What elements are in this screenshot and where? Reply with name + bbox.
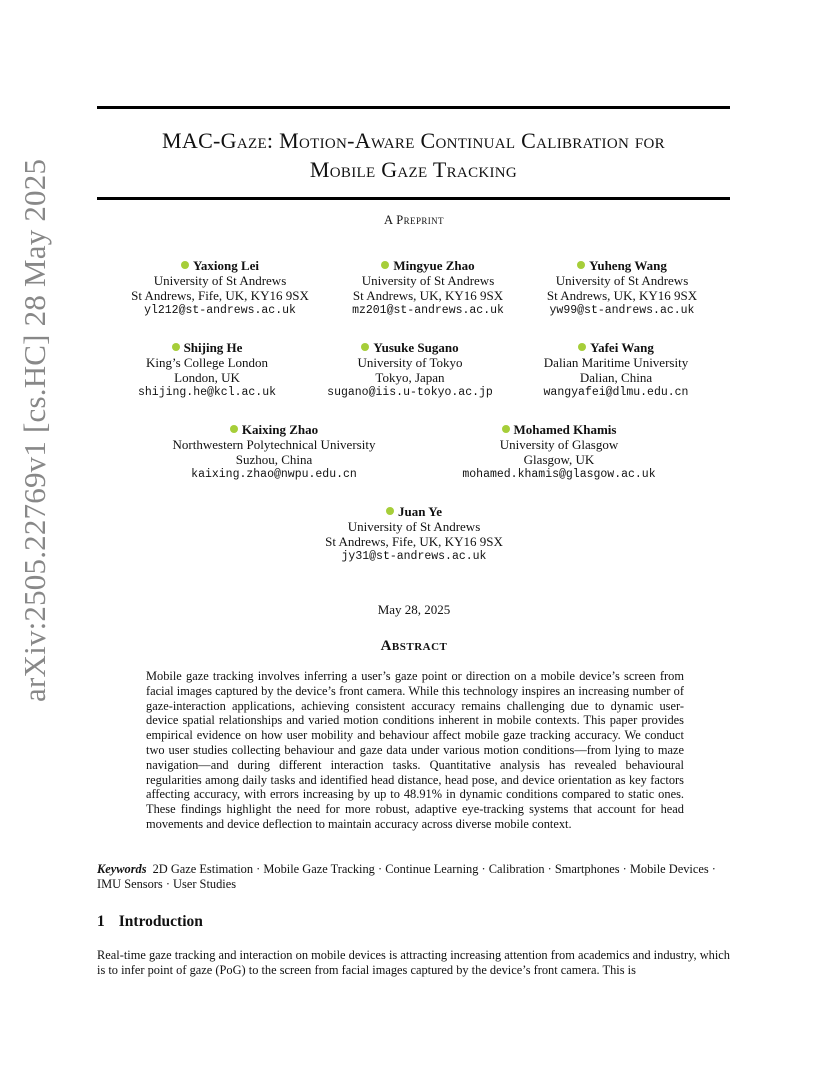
orcid-icon[interactable] bbox=[172, 343, 180, 351]
author-affiliation: Dalian Maritime University bbox=[543, 355, 689, 370]
author-name: Juan Ye bbox=[264, 504, 564, 519]
author-address: Glasgow, UK bbox=[523, 452, 595, 467]
abstract-text: Mobile gaze tracking involves inferring a user’s gaze point or direction on a mobile device’s screen from facial images captured by the device’s front camera. While this technology inspires an increasing number of gaze-interaction applications, achieving consistent accuracy remains challenging due to dynamic user-device spatial relationships and varied motion conditions inherent in mobile contexts. This paper provides empirical evidence on how user mobility and behaviour affect mobile gaze tracking accuracy. We conduct two user studies collecting behaviour and gaze data under various motion conditions—from lying to maze navigation—and during different interaction tasks. Quantitative analysis has revealed behavioural regularities among daily tasks and identified head distance, head pose, and device orientation as key factors affecting accuracy, with errors increasing by up to 48.91% in dynamic conditions compared to static ones. These findings highlight the need for more robust, adaptive eye-tracking systems that account for head movements and device deflection to maintain accuracy across diverse mobile context. bbox=[146, 669, 684, 831]
author-address: Tokyo, Japan bbox=[375, 370, 445, 385]
author-block bbox=[100, 258, 340, 318]
preprint-label: A Preprint bbox=[384, 213, 444, 227]
author-affiliation: University of Glasgow bbox=[499, 437, 619, 452]
author-name: Yuheng Wang bbox=[502, 258, 742, 273]
author-name: Yusuke Sugano bbox=[290, 340, 530, 355]
author-name: Mohamed Khamis bbox=[409, 422, 709, 437]
author-email[interactable]: yw99@st-andrews.ac.uk bbox=[549, 304, 695, 317]
author-affiliation: Northwestern Polytechnical University bbox=[172, 437, 376, 452]
author-address: Dalian, China bbox=[579, 370, 653, 385]
introduction-text: Real-time gaze tracking and interaction on mobile devices is attracting increasing attention from academics and industry, which is to infer point of gaze (PoG) to the screen from facial images captured by the device’s front camera. This is bbox=[97, 948, 730, 977]
publication-date: May 28, 2025 bbox=[377, 602, 451, 617]
author-name: Yafei Wang bbox=[496, 340, 736, 355]
author-email[interactable]: kaixing.zhao@nwpu.edu.cn bbox=[191, 468, 357, 481]
author-name: Mingyue Zhao bbox=[308, 258, 548, 273]
author-affiliation: University of St Andrews bbox=[555, 273, 689, 288]
author-affiliation: University of St Andrews bbox=[361, 273, 495, 288]
paper-title-line-1: MAC-Gaze: Motion-Aware Continual Calibration for bbox=[162, 128, 665, 153]
orcid-icon[interactable] bbox=[230, 425, 238, 433]
author-email[interactable]: yl212@st-andrews.ac.uk bbox=[144, 304, 296, 317]
section-heading bbox=[97, 913, 203, 931]
author-block bbox=[409, 422, 709, 482]
author-address: St Andrews, Fife, UK, KY16 9SX bbox=[325, 534, 503, 549]
orcid-icon[interactable] bbox=[361, 343, 369, 351]
paper-title-line-2: Mobile Gaze Tracking bbox=[309, 157, 518, 182]
abstract-heading: Abstract bbox=[380, 638, 448, 654]
orcid-icon[interactable] bbox=[578, 343, 586, 351]
author-affiliation: King’s College London bbox=[145, 355, 269, 370]
author-block bbox=[502, 258, 742, 318]
section-title: Introduction bbox=[118, 913, 203, 930]
orcid-icon[interactable] bbox=[381, 261, 389, 269]
title-top-rule bbox=[97, 106, 730, 109]
orcid-icon[interactable] bbox=[577, 261, 585, 269]
author-email[interactable]: mohamed.khamis@glasgow.ac.uk bbox=[462, 468, 656, 481]
author-block bbox=[264, 504, 564, 564]
orcid-icon[interactable] bbox=[181, 261, 189, 269]
author-block bbox=[124, 422, 424, 482]
title-bottom-rule bbox=[97, 197, 730, 200]
paper-title bbox=[97, 126, 730, 184]
keywords-list: 2D Gaze Estimation · Mobile Gaze Tracking · Continue Learning · Calibration · Smartphones · Mobile Devices · IMU Sensors · User Studies bbox=[97, 862, 716, 891]
author-affiliation: University of St Andrews bbox=[153, 273, 287, 288]
author-email[interactable]: shijing.he@kcl.ac.uk bbox=[137, 386, 277, 399]
author-name: Yaxiong Lei bbox=[100, 258, 340, 273]
author-address: London, UK bbox=[174, 370, 240, 385]
author-address: St Andrews, UK, KY16 9SX bbox=[352, 288, 504, 303]
author-block bbox=[496, 340, 736, 400]
keywords-paragraph bbox=[97, 862, 730, 892]
arxiv-identifier-stamp: arXiv:2505.22769v1 [cs.HC] 28 May 2025 bbox=[17, 158, 52, 702]
author-email[interactable]: mz201@st-andrews.ac.uk bbox=[352, 304, 504, 317]
author-name: Kaixing Zhao bbox=[124, 422, 424, 437]
author-email[interactable]: jy31@st-andrews.ac.uk bbox=[341, 550, 487, 563]
author-email[interactable]: sugano@iis.u-tokyo.ac.jp bbox=[327, 386, 493, 399]
author-address: St Andrews, Fife, UK, KY16 9SX bbox=[131, 288, 309, 303]
section-number: 1 bbox=[97, 913, 105, 930]
author-address: St Andrews, UK, KY16 9SX bbox=[546, 288, 698, 303]
author-affiliation: University of St Andrews bbox=[347, 519, 481, 534]
author-block bbox=[290, 340, 530, 400]
author-name: Shijing He bbox=[87, 340, 327, 355]
orcid-icon[interactable] bbox=[386, 507, 394, 515]
author-affiliation: University of Tokyo bbox=[357, 355, 463, 370]
keywords-label: Keywords bbox=[97, 862, 147, 876]
orcid-icon[interactable] bbox=[502, 425, 510, 433]
author-address: Suzhou, China bbox=[235, 452, 313, 467]
author-email[interactable]: wangyafei@dlmu.edu.cn bbox=[543, 386, 689, 399]
